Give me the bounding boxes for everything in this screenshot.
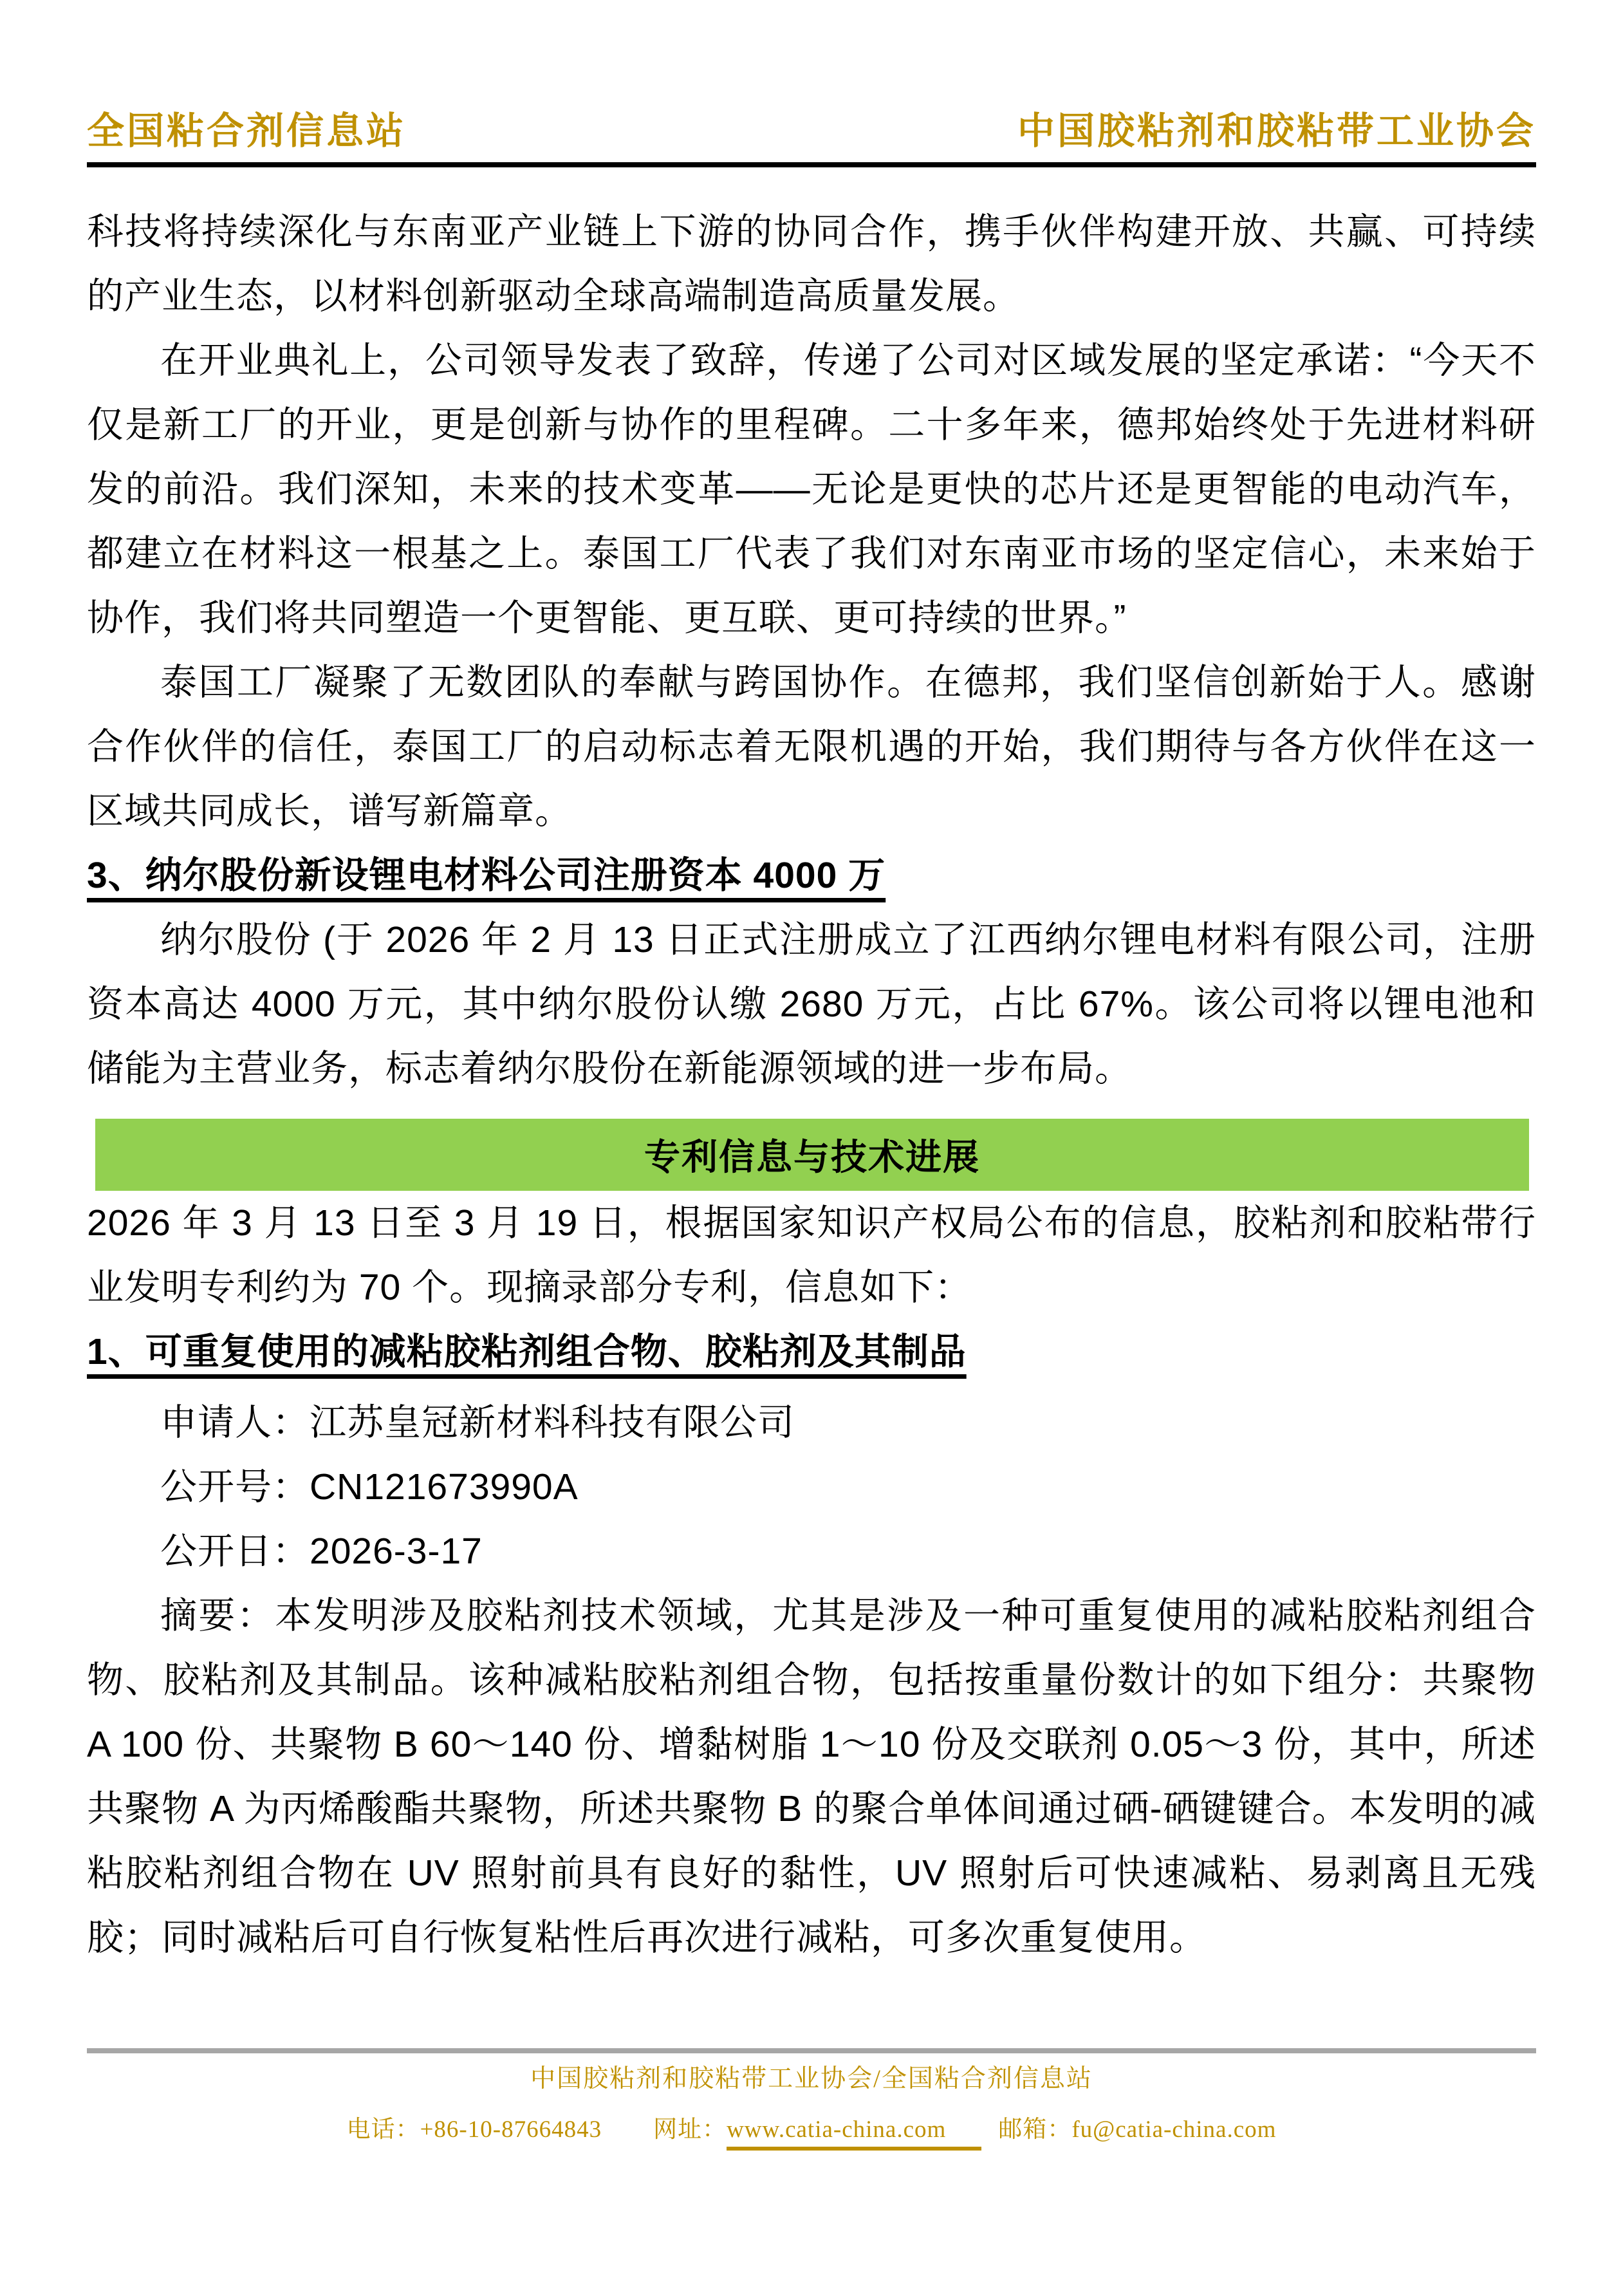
header-rule	[87, 162, 1536, 167]
header-titles	[87, 108, 1536, 154]
phone-label: 电话：	[346, 2116, 420, 2143]
header-right-title: 中国胶粘剂和胶粘带工业协会	[1017, 110, 1536, 152]
patent-heading-1-text: 1、可重复使用的减粘胶粘剂组合物、胶粘剂及其制品	[87, 1331, 967, 1372]
website-link[interactable]: www.catia-china.com	[727, 2116, 981, 2151]
page-header	[87, 108, 1536, 167]
section-banner-patent-info	[95, 1119, 1529, 1191]
patent-publication-date-line: 公开日：2026-3-17	[160, 1531, 483, 1572]
section-banner-title: 专利信息与技术进展	[644, 1137, 980, 1177]
paragraph-naer: 纳尔股份 (于 2026 年 2 月 13 日正式注册成立了江西纳尔锂电材料有限公司，注册资本高达 4000 万元，其中纳尔股份认缴 2680 万元，占比 67%。该公司将以锂电池和储能为主营业务，标志着纳尔股份在新能源领域的进一步布局。	[87, 919, 1536, 1089]
patent-abstract-paragraph: 摘要：本发明涉及胶粘剂技术领域，尤其是涉及一种可重复使用的减粘胶粘剂组合物、胶粘剂及其制品。该种减粘胶粘剂组合物，包括按重量份数计的如下组分：共聚物 A 100 份、共聚物 B 60～140 份、增黏树脂 1～10 份及交联剂 0.05～3 份，其中，所述共聚物 A 为丙烯酸酯共聚物，所述共聚物 B 的聚合单体间通过硒-硒键键合。本发明的减粘胶粘剂组合物在 UV 照射前具有良好的黏性，UV 照射后可快速减粘、易剥离且无残胶；同时减粘后可自行恢复粘性后再次进行减粘，可多次重复使用。	[87, 1595, 1536, 1958]
header-left-title: 全国粘合剂信息站	[87, 110, 407, 152]
website-label: 网址：	[653, 2116, 727, 2143]
footer-org-line: 中国胶粘剂和胶粘带工业协会/全国粘合剂信息站	[530, 2065, 1093, 2093]
footer-rule	[87, 2048, 1536, 2053]
page-footer	[87, 2048, 1536, 2145]
patent-info-block	[87, 1390, 1536, 1583]
document-body	[87, 200, 1536, 1970]
email-label: 邮箱：	[998, 2116, 1072, 2143]
patent-applicant-line: 申请人：江苏皇冠新材料科技有限公司	[160, 1402, 795, 1443]
section-heading-3-text: 3、纳尔股份新设锂电材料公司注册资本 4000 万	[87, 855, 886, 896]
paragraph-patent-intro: 2026 年 3 月 13 日至 3 月 19 日，根据国家知识产权局公布的信息，胶粘剂和胶粘带行业发明专利约为 70 个。现摘录部分专利，信息如下：	[87, 1202, 1536, 1308]
footer-contact-line	[87, 2115, 1536, 2145]
phone-number: +86-10-87664843	[420, 2116, 602, 2143]
paragraph-speech: 在开业典礼上，公司领导发表了致辞，传递了公司对区域发展的坚定承诺：“今天不仅是新工厂的开业，更是创新与协作的里程碑。二十多年来，德邦始终处于先进材料研发的前沿。我们深知，未来的技术变革——无论是更快的芯片还是更智能的电动汽车，都建立在材料这一根基之上。泰国工厂代表了我们对东南亚市场的坚定信心，未来始于协作，我们将共同塑造一个更智能、更互联、更可持续的世界。”	[87, 340, 1536, 639]
paragraph-closing: 泰国工厂凝聚了无数团队的奉献与跨国协作。在德邦，我们坚信创新始于人。感谢合作伙伴的信任，泰国工厂的启动标志着无限机遇的开始，我们期待与各方伙伴在这一区域共同成长，谱写新篇章。	[87, 662, 1536, 832]
patent-heading-1	[87, 1320, 1536, 1384]
paragraph-continuation: 科技将持续深化与东南亚产业链上下游的协同合作，携手伙伴构建开放、共赢、可持续的产业生态，以材料创新驱动全球高端制造高质量发展。	[87, 211, 1536, 317]
section-heading-3	[87, 843, 1536, 908]
email-address: fu@catia-china.com	[1071, 2116, 1277, 2143]
patent-publication-number-line: 公开号：CN121673990A	[160, 1466, 579, 1507]
